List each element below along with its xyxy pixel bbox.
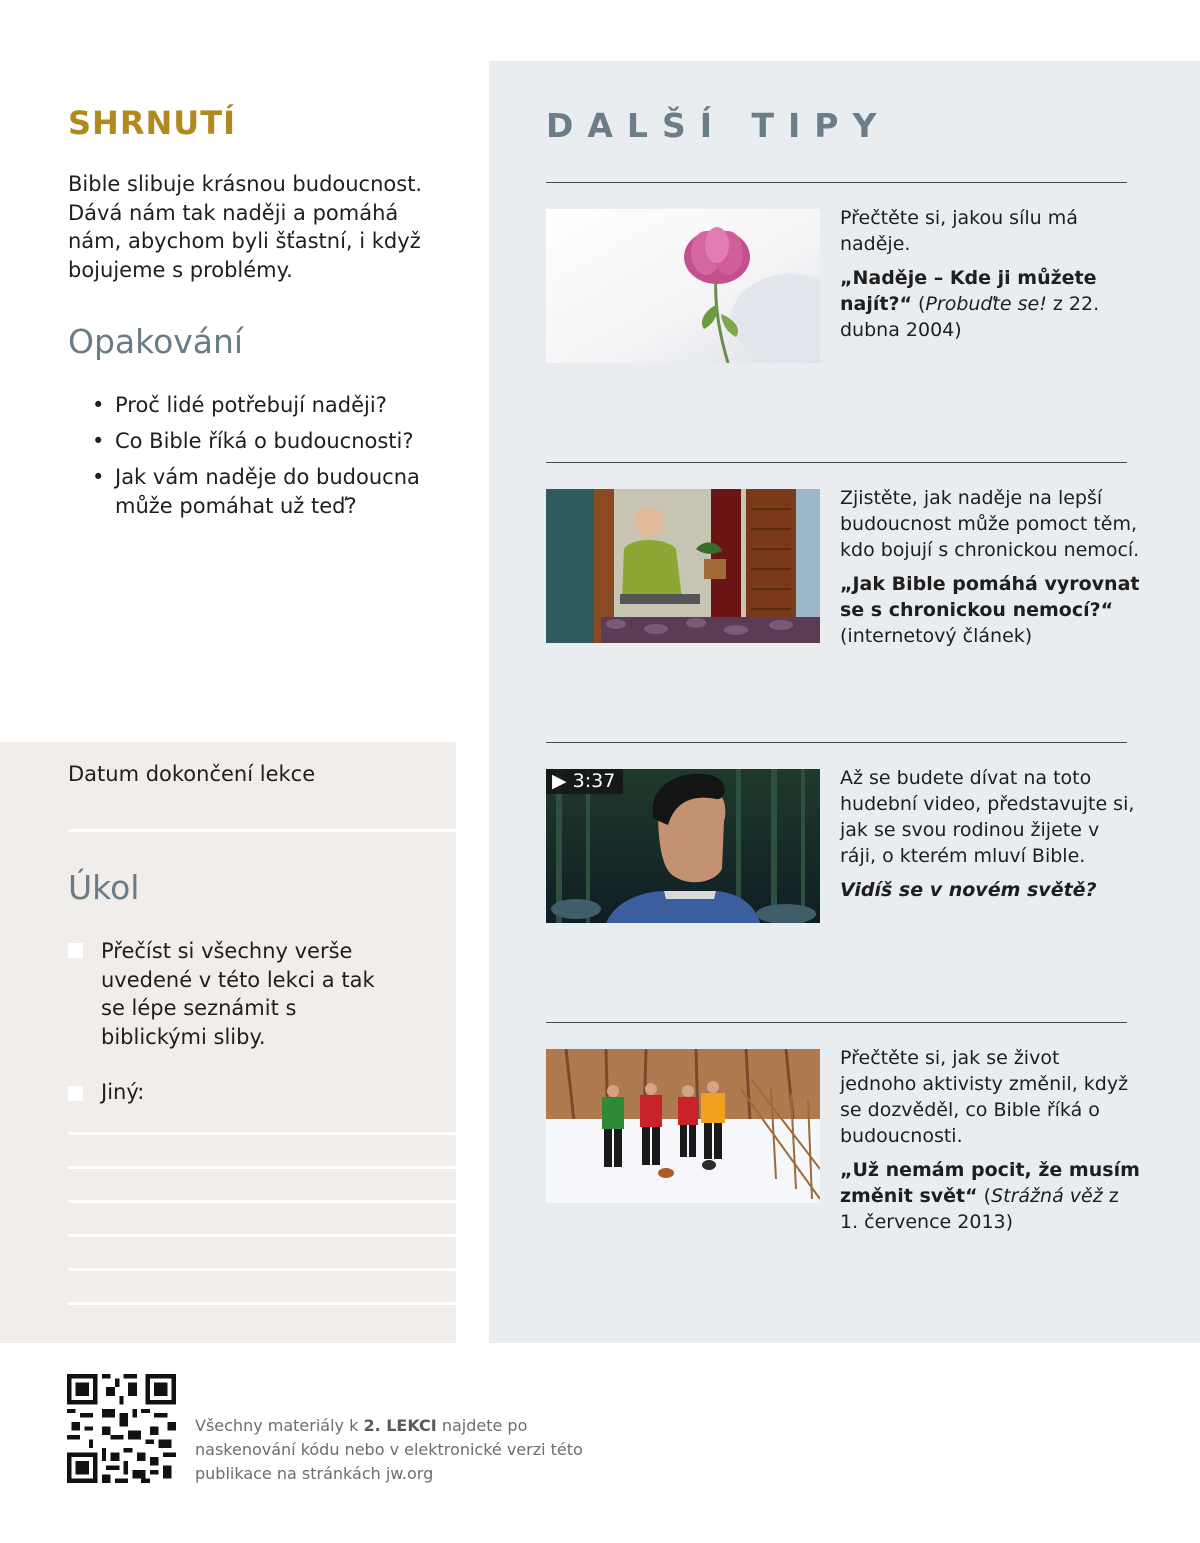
man-in-wheelchair-image[interactable] xyxy=(546,489,820,643)
bullet-icon: • xyxy=(92,393,105,417)
task-other-label: Jiný: xyxy=(101,1080,145,1104)
review-question: Jak vám naděje do budoucna může pomáhat už teď? xyxy=(115,465,420,518)
video-duration: 3:37 xyxy=(572,770,616,792)
family-walking-snow-image[interactable] xyxy=(546,1049,820,1203)
divider xyxy=(546,1022,1127,1023)
play-icon: ▶ xyxy=(552,770,567,792)
date-input-line[interactable] xyxy=(68,829,456,832)
completion-date-label: Datum dokončení lekce xyxy=(68,762,316,786)
tip-description: Až se budete dívat na toto hudební video, představujte si, jak se svou rodinou žijete v ráji, o kterém mluví Bible. xyxy=(840,767,1135,867)
qr-code-icon[interactable] xyxy=(67,1374,176,1483)
task-item-text: Přečíst si všechny verše uvedené v této lekci a tak se lépe seznámit s biblickými sliby. xyxy=(101,939,375,1049)
flower-image[interactable] xyxy=(546,209,820,363)
video-duration-badge xyxy=(546,769,623,794)
tip-source-name: Strážná věž xyxy=(991,1185,1103,1207)
review-list xyxy=(92,391,452,528)
writing-line[interactable] xyxy=(68,1200,456,1203)
tip-source-date: z 22. dubna 2004) xyxy=(840,293,1100,341)
tip-reference[interactable] xyxy=(840,571,1140,649)
lesson-number: 2. LEKCI xyxy=(363,1416,437,1435)
tip-description: Přečtěte si, jakou sílu má naděje. xyxy=(840,207,1078,255)
review-question: Proč lidé potřebují naději? xyxy=(115,393,387,417)
divider xyxy=(546,742,1127,743)
divider xyxy=(546,182,1127,183)
tip-title-link[interactable]: „Jak Bible pomáhá vyrovnat se s chronickou nemocí?“ xyxy=(840,573,1140,621)
writing-line[interactable] xyxy=(68,1166,456,1169)
tip-reference[interactable] xyxy=(840,877,1140,903)
tip-text-activist xyxy=(840,1045,1140,1235)
tip-description: Zjistěte, jak naděje na lepší budoucnost může pomoct těm, kdo bojují s chronickou nemocí. xyxy=(840,487,1140,561)
tips-heading: DALŠÍ TIPY xyxy=(546,106,891,145)
writing-line[interactable] xyxy=(68,1234,456,1237)
list-item xyxy=(92,463,452,521)
tip-text-video xyxy=(840,765,1140,903)
writing-line[interactable] xyxy=(68,1268,456,1271)
footer-note: Všechny materiály k 2. LEKCI najdete po naskenování kódu nebo v elektronické verzi této publikace na stránkách jw.org xyxy=(195,1416,583,1483)
summary-text: Bible slibuje krásnou budoucnost. Dává nám tak naději a pomáhá nám, abychom byli šťastní, i když bojujeme s problémy. xyxy=(68,172,423,282)
bullet-icon: • xyxy=(92,465,105,489)
music-video-thumbnail[interactable] xyxy=(546,769,820,923)
tip-title-link[interactable]: „Už nemám pocit, že musím změnit svět“ xyxy=(840,1159,1140,1207)
tip-description: Přečtěte si, jak se život jednoho aktivisty změnil, když se dozvěděl, co Bible říká o budoucnosti. xyxy=(840,1047,1129,1147)
review-question: Co Bible říká o budoucnosti? xyxy=(115,429,414,453)
summary-heading: SHRNUTÍ xyxy=(68,104,236,142)
tip-text-hope xyxy=(840,205,1140,343)
task-checkbox-2[interactable] xyxy=(68,1086,83,1101)
bullet-icon: • xyxy=(92,429,105,453)
tip-source: (internetový článek) xyxy=(840,625,1033,647)
tip-reference[interactable]: „Už nemám pocit, že musím změnit svět“ (Strážná věž z 1. července 2013) xyxy=(840,1159,1140,1233)
tip-source-date: z 1. července 2013) xyxy=(840,1185,1119,1233)
task-heading: Úkol xyxy=(68,868,140,907)
tip-source-name: Probuďte se! xyxy=(925,293,1047,315)
list-item xyxy=(92,427,452,456)
task-checkbox-1[interactable] xyxy=(68,943,83,958)
divider xyxy=(546,462,1127,463)
tip-reference[interactable]: „Naděje – Kde ji můžete najít?“ (Probuďte se! z 22. dubna 2004) xyxy=(840,267,1100,341)
tip-video-title-link[interactable]: Vidíš se v novém světě? xyxy=(840,879,1097,901)
review-heading: Opakování xyxy=(68,322,244,361)
tip-text-chronic-illness xyxy=(840,485,1140,649)
writing-line[interactable] xyxy=(68,1302,456,1305)
tip-title-link[interactable]: „Naděje – Kde ji můžete najít?“ xyxy=(840,267,1097,315)
list-item xyxy=(92,391,452,420)
writing-line[interactable] xyxy=(68,1132,456,1135)
